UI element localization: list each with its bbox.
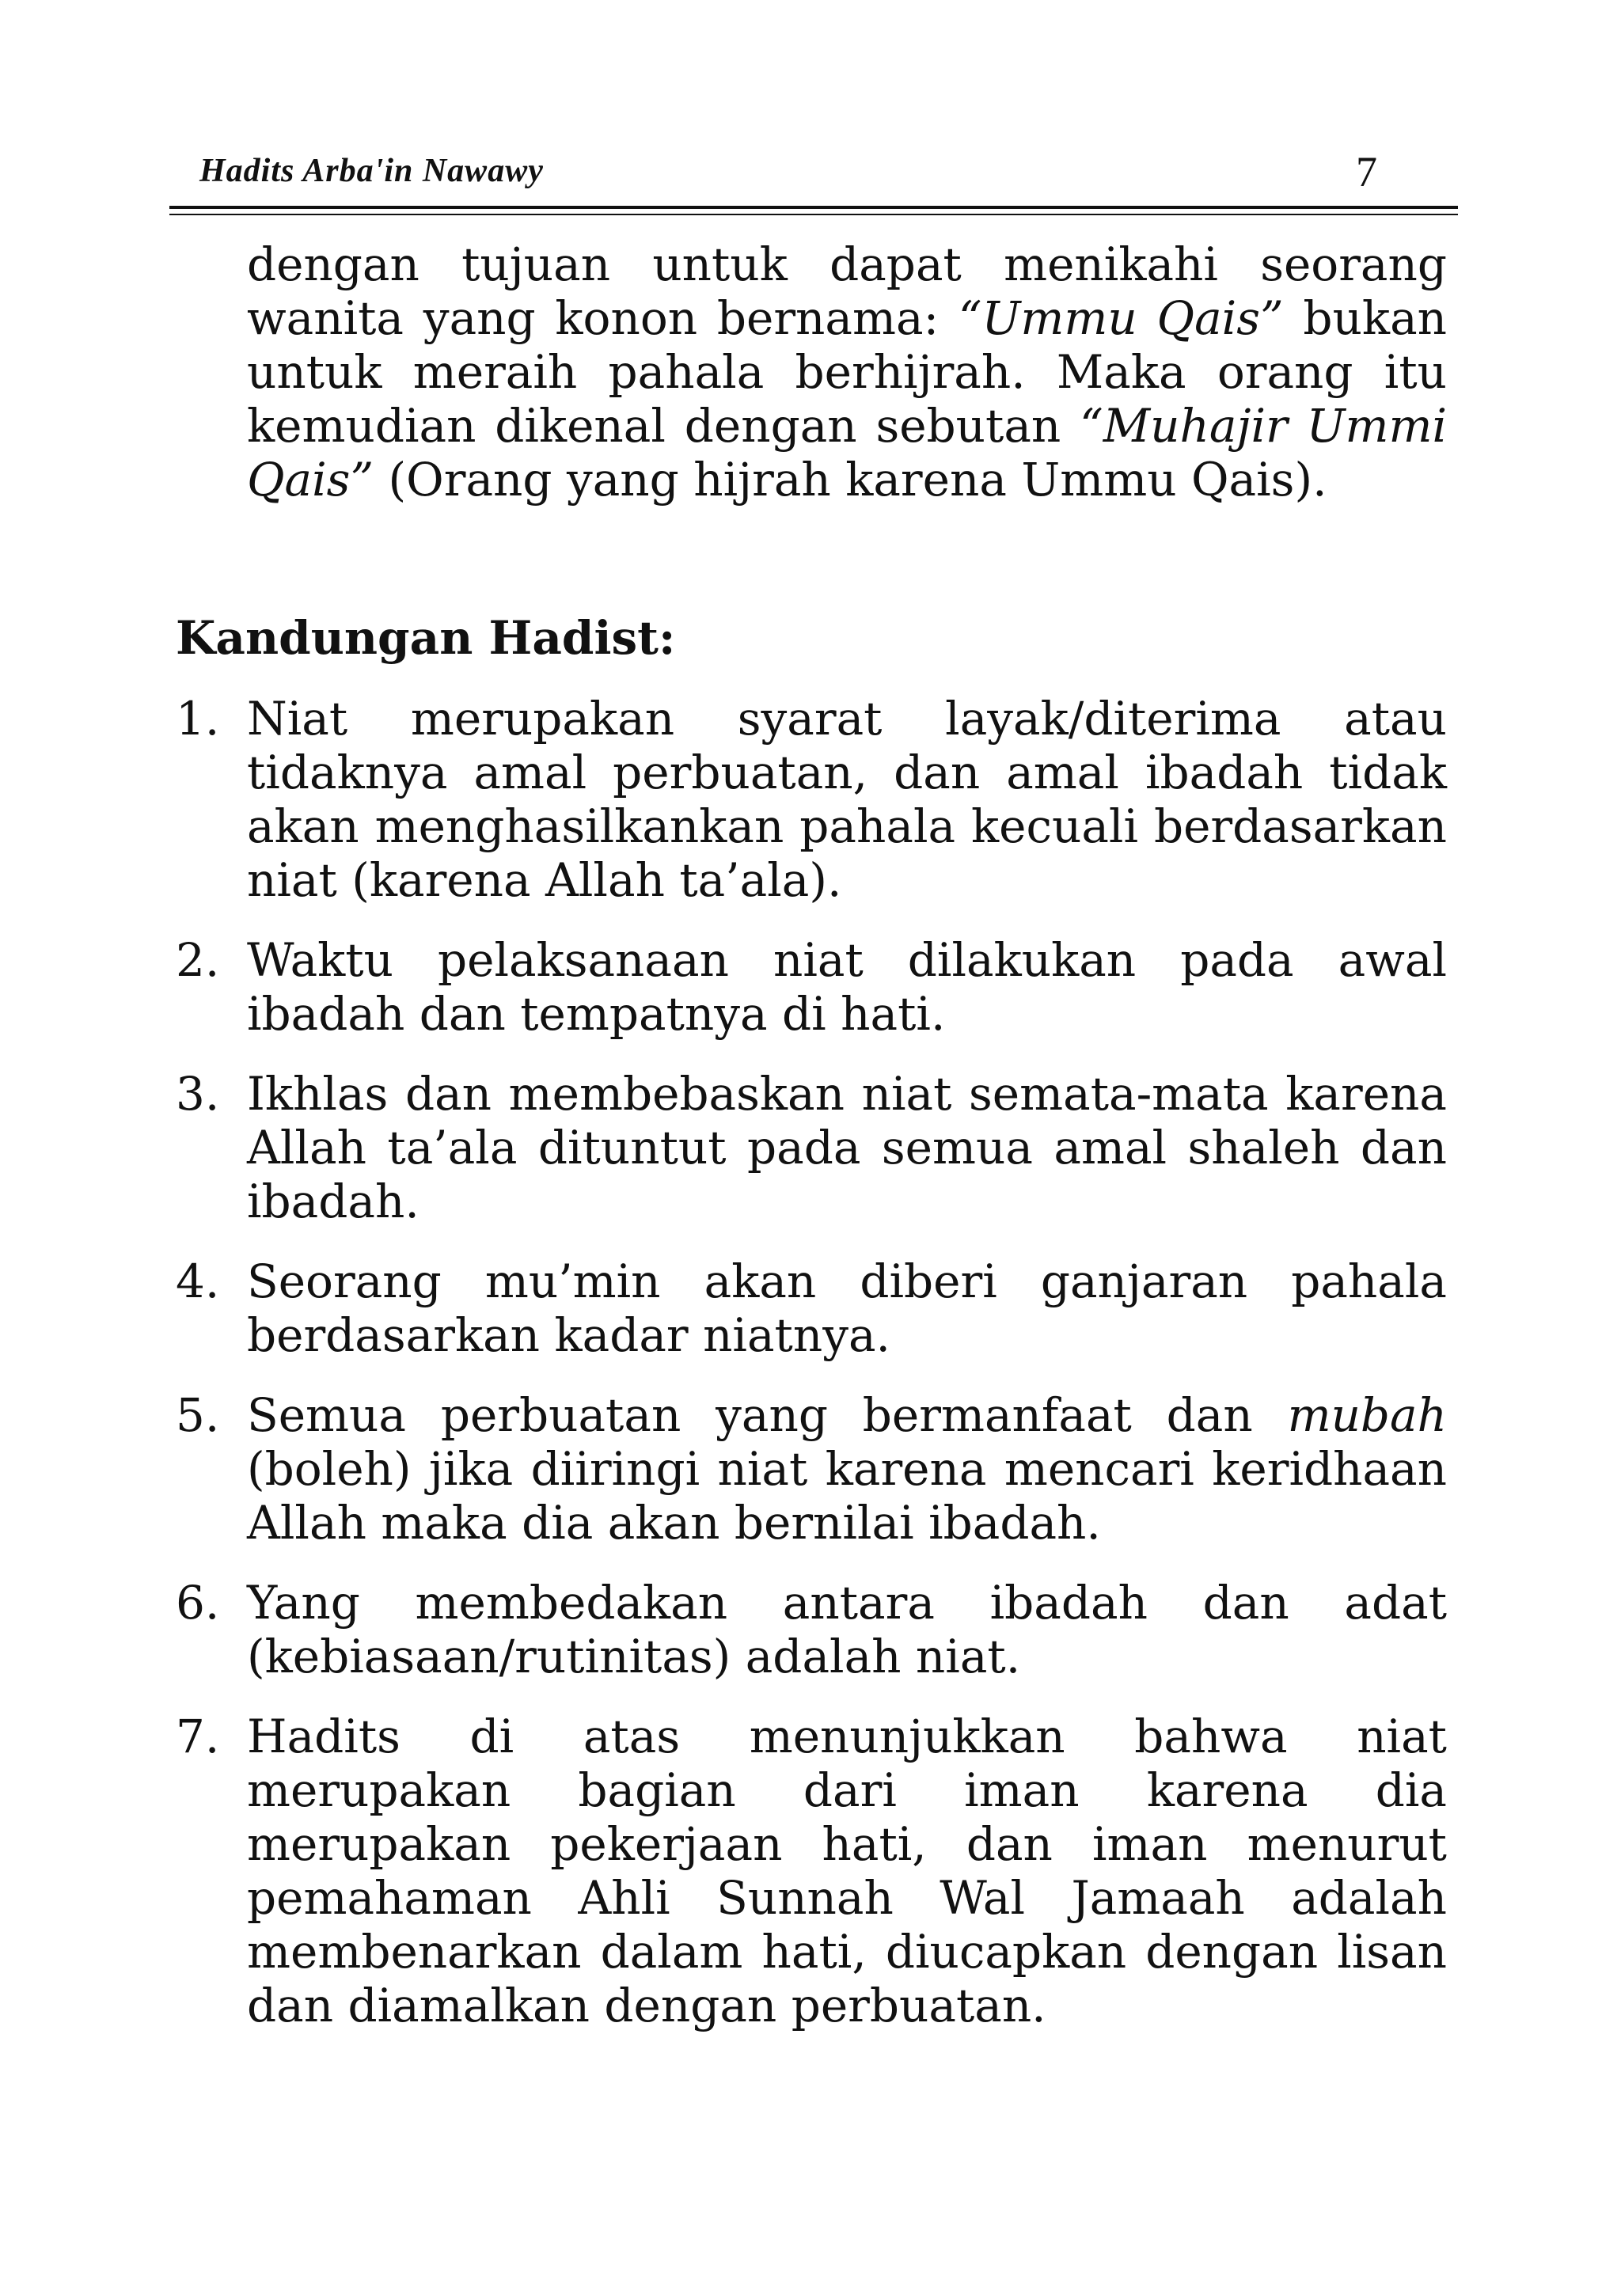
list-item (176, 933, 1447, 1041)
page-number: 7 (1356, 148, 1377, 195)
list-item-text: Waktu pelaksanaan niat dilakukan pada awal ibadah dan tempatnya di hati. (247, 933, 1447, 1041)
intro-quote-ummu-qais: “Ummu Qais” (958, 291, 1284, 345)
list-item-text: Hadits di atas menunjukkan bahwa niat merupakan bagian dari iman karena dia merupakan pekerjaan hati, dan iman menurut pemahaman Ahli Sunnah Wal Jamaah adalah membenarkan dalam hati, diucapkan dengan lisan dan diamalkan dengan perbuatan. (247, 1710, 1447, 2032)
list-item-number: 4. (176, 1254, 220, 1308)
list-item-text: Niat merupakan syarat layak/diterima atau tidaknya amal perbuatan, dan amal ibadah tidak akan menghasilkankan pahala kecuali berdasarkan niat (karena Allah ta’ala). (247, 692, 1447, 907)
running-header (199, 142, 1377, 198)
intro-text-2: bukan untuk meraih pahala berhijrah. Maka orang itu kemudian dikenal dengan sebutan (247, 291, 1447, 453)
list-item-text-before: Semua perbuatan yang bermanfaat dan (247, 1388, 1288, 1442)
list-item-text: Yang membedakan antara ibadah dan adat (kebiasaan/rutinitas) adalah niat. (247, 1576, 1447, 1683)
intro-quote-muhajir: “Muhajir Ummi Qais” (247, 399, 1447, 507)
list-item-number: 2. (176, 933, 220, 987)
list-item-text (247, 1388, 1447, 1550)
list-item-number: 7. (176, 1710, 220, 1763)
section-heading: Kandungan Hadist: (176, 611, 676, 665)
list-item (176, 1576, 1447, 1683)
list-item (176, 692, 1447, 907)
list-item-text: Seorang mu’min akan diberi ganjaran pahala berdasarkan kadar niatnya. (247, 1254, 1447, 1362)
book-title: Hadits Arba'in Nawawy (199, 153, 544, 189)
list-item-number: 3. (176, 1067, 220, 1121)
list-item-number: 1. (176, 692, 220, 746)
list-item (176, 1254, 1447, 1362)
list-item-number: 6. (176, 1576, 220, 1630)
list-item (176, 1388, 1447, 1550)
list-item (176, 1067, 1447, 1228)
list-item-text-italic: mubah (1287, 1388, 1447, 1442)
list-item-number: 5. (176, 1388, 220, 1442)
points-list (176, 692, 1447, 2059)
list-item-text-after: (boleh) jika diiringi niat karena mencari keridhaan Allah maka dia akan bernilai ibadah. (247, 1442, 1447, 1550)
header-rule-thin (169, 214, 1458, 215)
header-rule-thick (169, 206, 1458, 209)
list-item (176, 1710, 1447, 2032)
intro-text-3: (Orang yang hijrah karena Ummu Qais). (374, 453, 1327, 507)
intro-paragraph (247, 237, 1447, 507)
intro-text-1: dengan tujuan untuk dapat menikahi seorang wanita yang konon bernama: (247, 237, 1447, 345)
list-item-text: Ikhlas dan membebaskan niat semata-mata karena Allah ta’ala dituntut pada semua amal shaleh dan ibadah. (247, 1067, 1447, 1228)
